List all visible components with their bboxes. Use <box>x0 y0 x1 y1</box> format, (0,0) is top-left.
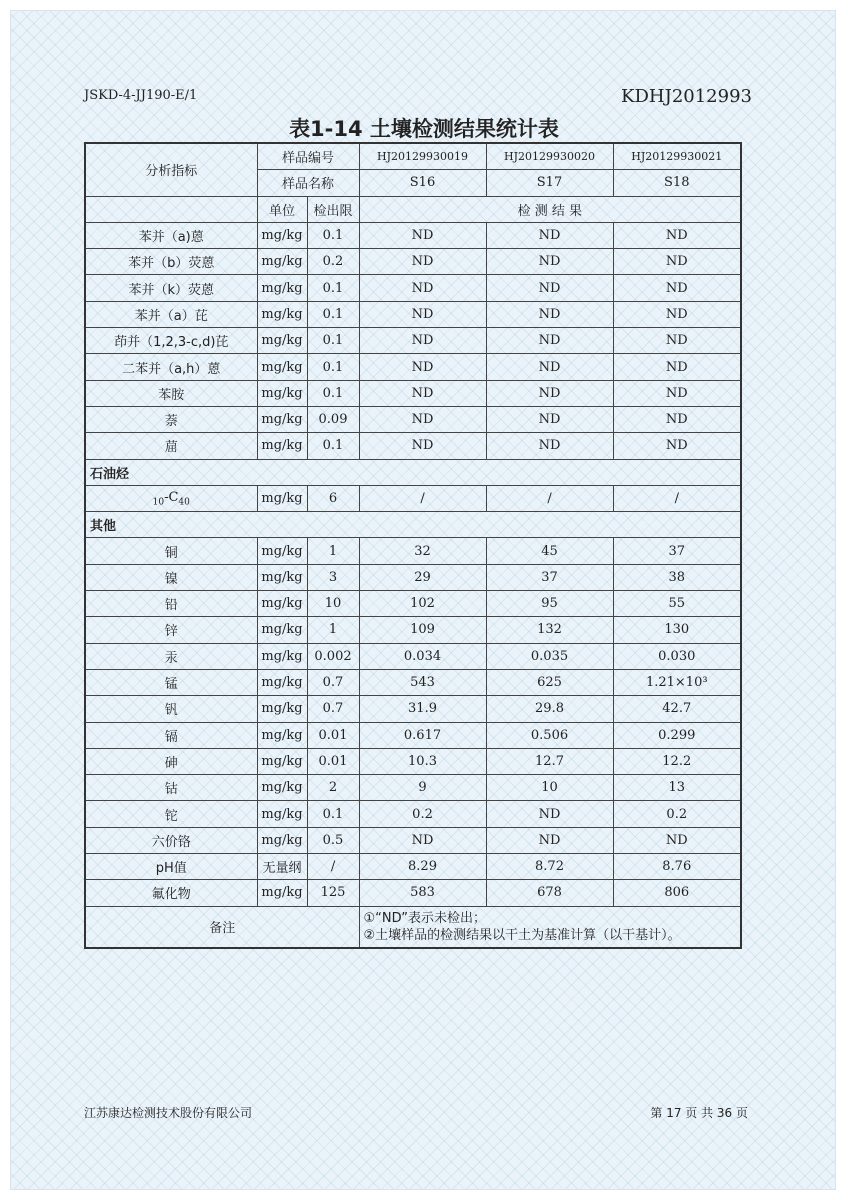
table-row <box>85 591 741 617</box>
result-cell: 806 <box>613 880 741 906</box>
result-cell: 37 <box>613 538 741 564</box>
analysis-label: 分析指标 <box>85 143 257 196</box>
result-cell: 8.29 <box>359 854 486 880</box>
limit-cell: 0.1 <box>307 354 359 380</box>
analyte-name: 六价铬 <box>85 827 257 853</box>
analyte-name: 苯并（a)蒽 <box>85 222 257 248</box>
analyte-name: 锰 <box>85 669 257 695</box>
limit-cell: 0.09 <box>307 406 359 432</box>
limit-cell: 0.1 <box>307 275 359 301</box>
table-row <box>85 433 741 459</box>
result-cell: ND <box>486 275 613 301</box>
result-cell: 38 <box>613 564 741 590</box>
table-row <box>85 696 741 722</box>
unit-cell: mg/kg <box>257 275 307 301</box>
section-other-label: 其他 <box>85 512 741 538</box>
result-cell: 0.617 <box>359 722 486 748</box>
limit-cell: 0.1 <box>307 222 359 248</box>
remarks-row <box>85 906 741 948</box>
sample-no-2: HJ20129930020 <box>486 143 613 170</box>
table-row <box>85 669 741 695</box>
unit-cell: mg/kg <box>257 380 307 406</box>
remarks-label: 备注 <box>85 906 359 948</box>
analyte-name: 铜 <box>85 538 257 564</box>
result-cell: ND <box>359 275 486 301</box>
limit-cell: 1 <box>307 617 359 643</box>
result-cell: 130 <box>613 617 741 643</box>
result-cell: 678 <box>486 880 613 906</box>
unit-cell: mg/kg <box>257 354 307 380</box>
unit-cell: mg/kg <box>257 617 307 643</box>
company-name: 江苏康达检测技术股份有限公司 <box>84 1106 253 1120</box>
table-row <box>85 354 741 380</box>
unit-cell: mg/kg <box>257 669 307 695</box>
result-cell: 0.034 <box>359 643 486 669</box>
analyte-name: 二苯并（a,h）蒽 <box>85 354 257 380</box>
result-cell: 31.9 <box>359 696 486 722</box>
empty-cell <box>85 196 257 222</box>
table-row <box>85 328 741 354</box>
result-cell: ND <box>613 406 741 432</box>
result-cell: 95 <box>486 591 613 617</box>
limit-cell: / <box>307 854 359 880</box>
table-row <box>85 249 741 275</box>
table-row <box>85 485 741 511</box>
result-cell: 10 <box>486 775 613 801</box>
header-row-sample-no <box>85 143 741 170</box>
page-number: 第 17 页 共 36 页 <box>650 1106 748 1120</box>
limit-cell: 0.01 <box>307 722 359 748</box>
unit-cell: mg/kg <box>257 827 307 853</box>
analyte-name: 镍 <box>85 564 257 590</box>
limit-cell: 1 <box>307 538 359 564</box>
result-cell: 12.7 <box>486 748 613 774</box>
result-cell: ND <box>613 328 741 354</box>
table-row <box>85 564 741 590</box>
analyte-name: 砷 <box>85 748 257 774</box>
result-cell: 0.2 <box>359 801 486 827</box>
result-cell: ND <box>486 354 613 380</box>
limit-cell: 0.1 <box>307 433 359 459</box>
unit-cell: mg/kg <box>257 538 307 564</box>
result-cell: 32 <box>359 538 486 564</box>
result-cell: 0.506 <box>486 722 613 748</box>
result-cell: / <box>359 485 486 511</box>
results-table <box>84 142 742 949</box>
limit-cell: 2 <box>307 775 359 801</box>
table-row <box>85 406 741 432</box>
unit-cell: mg/kg <box>257 643 307 669</box>
result-cell: 12.2 <box>613 748 741 774</box>
analyte-name: 铊 <box>85 801 257 827</box>
results-label: 检 测 结 果 <box>359 196 741 222</box>
table-row <box>85 854 741 880</box>
table-row <box>85 617 741 643</box>
limit-cell: 0.01 <box>307 748 359 774</box>
table-row <box>85 275 741 301</box>
section-other <box>85 512 741 538</box>
result-cell: ND <box>486 406 613 432</box>
analyte-name: 钴 <box>85 775 257 801</box>
result-cell: 625 <box>486 669 613 695</box>
result-cell: ND <box>486 801 613 827</box>
result-cell: 0.030 <box>613 643 741 669</box>
limit-cell: 0.5 <box>307 827 359 853</box>
result-cell: ND <box>359 222 486 248</box>
result-cell: 543 <box>359 669 486 695</box>
section-petroleum-label: 石油烃 <box>85 459 741 485</box>
result-cell: ND <box>613 249 741 275</box>
analyte-name: 镉 <box>85 722 257 748</box>
sample-name-2: S17 <box>486 170 613 196</box>
result-cell: ND <box>359 249 486 275</box>
analyte-name: 苯并（k）荧蒽 <box>85 275 257 301</box>
limit-cell: 0.002 <box>307 643 359 669</box>
unit-cell: mg/kg <box>257 696 307 722</box>
unit-cell: mg/kg <box>257 722 307 748</box>
result-cell: 1.21×10³ <box>613 669 741 695</box>
table-row <box>85 722 741 748</box>
table-row <box>85 827 741 853</box>
section-petroleum <box>85 459 741 485</box>
remark-line: ①“ND”表示未检出； <box>363 910 487 926</box>
analyte-name: 茚并（1,2,3-c,d)芘 <box>85 328 257 354</box>
results-table-wrap <box>84 142 740 949</box>
table-row <box>85 748 741 774</box>
remark-line: ②土壤样品的检测结果以干土为基准计算（以干基计）。 <box>363 927 681 943</box>
petroleum-name-sub2: 40 <box>178 497 190 508</box>
result-cell: ND <box>613 275 741 301</box>
sample-no-1: HJ20129930019 <box>359 143 486 170</box>
result-cell: 109 <box>359 617 486 643</box>
table-row <box>85 801 741 827</box>
result-cell: 132 <box>486 617 613 643</box>
header-row-units <box>85 196 741 222</box>
unit-cell: mg/kg <box>257 880 307 906</box>
limit-cell: 6 <box>307 485 359 511</box>
doc-code: JSKD-4-JJ190-E/1 <box>84 88 198 103</box>
unit-cell: mg/kg <box>257 801 307 827</box>
unit-label: 单位 <box>257 196 307 222</box>
unit-cell: mg/kg <box>257 433 307 459</box>
result-cell: ND <box>486 380 613 406</box>
sample-name-1: S16 <box>359 170 486 196</box>
table-row <box>85 643 741 669</box>
table-row <box>85 301 741 327</box>
result-cell: / <box>486 485 613 511</box>
result-cell: 29.8 <box>486 696 613 722</box>
unit-cell: mg/kg <box>257 775 307 801</box>
limit-cell: 0.1 <box>307 801 359 827</box>
result-cell: ND <box>359 354 486 380</box>
result-cell: 0.035 <box>486 643 613 669</box>
unit-cell: mg/kg <box>257 301 307 327</box>
table-row <box>85 880 741 906</box>
limit-cell: 0.1 <box>307 328 359 354</box>
result-cell: 8.72 <box>486 854 613 880</box>
limit-label: 检出限 <box>307 196 359 222</box>
sample-name-3: S18 <box>613 170 741 196</box>
result-cell: 9 <box>359 775 486 801</box>
result-cell: ND <box>486 328 613 354</box>
analyte-name: 汞 <box>85 643 257 669</box>
result-cell: 8.76 <box>613 854 741 880</box>
analyte-name: 䓛 <box>85 433 257 459</box>
unit-cell: 无量纲 <box>257 854 307 880</box>
table-row <box>85 775 741 801</box>
result-cell: ND <box>613 433 741 459</box>
result-cell: ND <box>486 301 613 327</box>
unit-cell: mg/kg <box>257 591 307 617</box>
result-cell: ND <box>613 301 741 327</box>
result-cell: / <box>613 485 741 511</box>
analyte-name: pH值 <box>85 854 257 880</box>
result-cell: 37 <box>486 564 613 590</box>
result-cell: 13 <box>613 775 741 801</box>
result-cell: 29 <box>359 564 486 590</box>
report-number: KDHJ2012993 <box>621 86 752 107</box>
result-cell: 583 <box>359 880 486 906</box>
petroleum-name-sub1: 10 <box>152 497 165 508</box>
result-cell: 0.2 <box>613 801 741 827</box>
result-cell: ND <box>359 433 486 459</box>
unit-cell: mg/kg <box>257 748 307 774</box>
limit-cell: 0.1 <box>307 301 359 327</box>
result-cell: ND <box>359 301 486 327</box>
result-cell: ND <box>613 222 741 248</box>
table-row <box>85 538 741 564</box>
sample-no-label: 样品编号 <box>257 143 359 170</box>
table-row <box>85 380 741 406</box>
table-row <box>85 222 741 248</box>
analyte-name: 氟化物 <box>85 880 257 906</box>
result-cell: ND <box>486 433 613 459</box>
analyte-name: 萘 <box>85 406 257 432</box>
result-cell: ND <box>486 222 613 248</box>
limit-cell: 0.7 <box>307 669 359 695</box>
result-cell: 0.299 <box>613 722 741 748</box>
analyte-name: 锌 <box>85 617 257 643</box>
analyte-name: 苯并（b）荧蒽 <box>85 249 257 275</box>
result-cell: 42.7 <box>613 696 741 722</box>
result-cell: 102 <box>359 591 486 617</box>
limit-cell: 10 <box>307 591 359 617</box>
analyte-name: 钒 <box>85 696 257 722</box>
result-cell: ND <box>359 827 486 853</box>
unit-cell: mg/kg <box>257 328 307 354</box>
unit-cell: mg/kg <box>257 249 307 275</box>
analyte-name: 铅 <box>85 591 257 617</box>
analyte-name <box>85 485 257 511</box>
result-cell: 10.3 <box>359 748 486 774</box>
petroleum-name-dash: -C <box>164 489 179 505</box>
result-cell: ND <box>359 380 486 406</box>
result-cell: ND <box>486 827 613 853</box>
result-cell: ND <box>359 328 486 354</box>
limit-cell: 0.2 <box>307 249 359 275</box>
result-cell: ND <box>613 380 741 406</box>
result-cell: ND <box>613 354 741 380</box>
limit-cell: 125 <box>307 880 359 906</box>
table-title: 表1-14 土壤检测结果统计表 <box>289 117 559 141</box>
unit-cell: mg/kg <box>257 222 307 248</box>
unit-cell: mg/kg <box>257 564 307 590</box>
result-cell: ND <box>613 827 741 853</box>
unit-cell: mg/kg <box>257 485 307 511</box>
limit-cell: 3 <box>307 564 359 590</box>
limit-cell: 0.7 <box>307 696 359 722</box>
result-cell: 55 <box>613 591 741 617</box>
analyte-name: 苯并（a）芘 <box>85 301 257 327</box>
limit-cell: 0.1 <box>307 380 359 406</box>
sample-name-label: 样品名称 <box>257 170 359 196</box>
remarks-text <box>359 906 741 948</box>
result-cell: 45 <box>486 538 613 564</box>
result-cell: ND <box>359 406 486 432</box>
analyte-name: 苯胺 <box>85 380 257 406</box>
sample-no-3: HJ20129930021 <box>613 143 741 170</box>
unit-cell: mg/kg <box>257 406 307 432</box>
result-cell: ND <box>486 249 613 275</box>
